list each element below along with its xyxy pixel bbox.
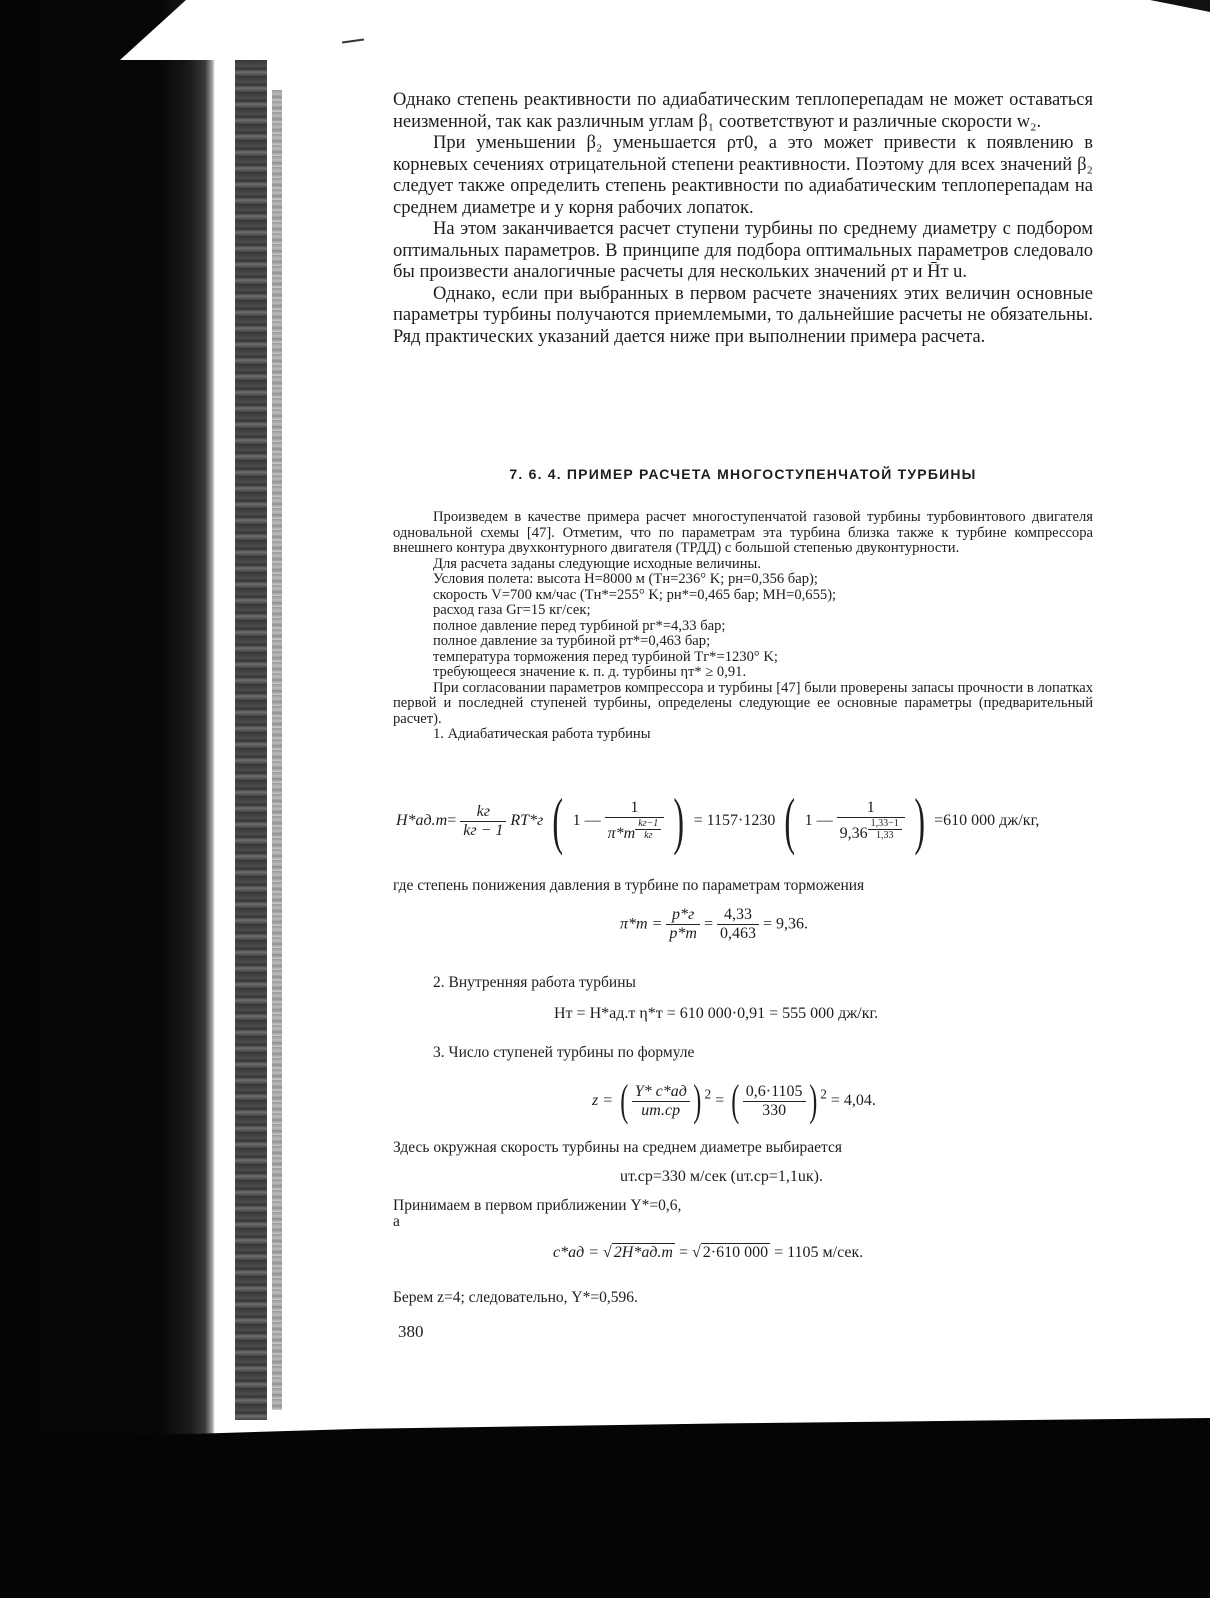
example-block: [393, 510, 1093, 743]
book-spine-edge: [272, 90, 282, 1410]
step-1-label: 1. Адиабатическая работа турбины: [433, 726, 651, 742]
given-item: Условия полета: высота H=8000 м (Tн=236° K; pн=0,356 бар);: [433, 571, 818, 587]
given-item: температура торможения перед турбиной Tг*=1230° K;: [433, 648, 778, 665]
formula-term: H*ад.т: [396, 812, 448, 829]
fraction: $\frac{4,33}{0,463}$: [717, 906, 759, 943]
given-item: скорость V=700 км/час (Tн*=255° K; pн*=0,465 бар; MH=0,655);: [433, 586, 837, 603]
formula-pressure-ratio: π*т = $\frac{p*г}{p*т}$ = $\frac{4,33}{0,463}$ = 9,36.: [620, 906, 808, 942]
paragraph-4: Однако, если при выбранных в первом расчете значениях этих величин основные параметры турбины получаются приемлемыми, то дальнейшие расчеты не обязательны. Ряд практических указаний дается ниже при выполнении примера расчета.: [393, 283, 1093, 347]
page-number: 380: [398, 1322, 424, 1341]
paragraph-1: Однако степень реактивности по адиабатическим теплоперепадам не может оставаться неизменной, так как различным углам β₁ соответствуют и различные скорости w₂.: [393, 90, 1093, 132]
accept-block: Принимаем в первом приближении Y*=0,6, а: [393, 1197, 682, 1230]
paragraph-2: При уменьшении β₂ уменьшается ρт0, а это может привести к появлению в корневых сечениях отрицательной степени реактивности. Поэтому для всех значений β₂ следует также определить степень реактивности по адиабатическим теплоперепадам на среднем диаметре и у корня рабочих лопаток.: [393, 133, 1093, 218]
given-intro: Для расчета заданы следующие исходные величины.: [433, 555, 761, 572]
fraction: 1 π*т $^{\frac{kг-1}{kг}}$: [605, 799, 665, 843]
fraction: $\frac{kг}{kг - 1}$: [460, 803, 506, 840]
given-item: расход газа Gг=15 кг/сек;: [433, 602, 591, 618]
scan-mark: [342, 38, 364, 43]
scan-bottom-border: [0, 1418, 1210, 1598]
given-item: полное давление за турбиной pт*=0,463 бар;: [433, 633, 711, 649]
formula-result: =610 000 дж/кг,: [934, 812, 1040, 829]
formula-term: RT*г: [510, 812, 544, 829]
paragraph-3: На этом заканчивается расчет ступени турбины по среднему диаметру с подбором оптимальных параметров. В принципе для подбора оптимальных параметров следовало бы произвести аналогичные расчеты для нескольких значений ρт и H̄т u.: [393, 219, 1093, 282]
step-2: 2. Внутренняя работа турбины: [433, 974, 636, 991]
where-text: где степень понижения давления в турбине по параметрам торможения: [393, 877, 865, 894]
formula-term: = 1157·1230: [693, 812, 776, 829]
body-text: [393, 90, 1093, 348]
step-3: 3. Число ступеней турбины по формуле: [433, 1044, 695, 1061]
formula-speed: uт.ср=330 м/сек (uт.ср=1,1uк).: [620, 1168, 823, 1185]
formula-internal-work: Hт = H*ад.т η*т = 610 000·0,91 = 555 000 дж/кг.: [554, 1005, 879, 1022]
example-intro: Произведем в качестве примера расчет многоступенчатой газовой турбины турбовинтового двигателя одновальной схемы [47]. Отметим, что по параметрам эта турбина близка также к турбине компрессора внешнего контура двухконтурного двигателя (ТРДД) с большой степенью двуконтурности.: [393, 509, 1093, 556]
formula-adiabatic-work: H*ад.т= $\frac{kг}{kг - 1}$ RT*г ( 1 — 1 π*т $^{\frac{kг-1}{kг}}$ ) = 1157·1230 ( 1 — 1 9,36 $^{\frac{1,33-1}{1,33}}$ ) =610 000 дж/кг,: [396, 785, 1040, 856]
fraction: $\frac{0,6\cdot 1105}{330}$: [743, 1083, 806, 1120]
final-text: Берем z=4; следовательно, Y*=0,596.: [393, 1289, 638, 1306]
scan-left-border: [0, 0, 215, 1598]
fraction: $\frac{Y* c*ад}{uт.ср}$: [632, 1083, 690, 1120]
fraction: 1 9,36 $^{\frac{1,33-1}{1,33}}$: [837, 799, 905, 843]
formula-velocity: c*ад = √ 2H*ад.т = √ 2·610 000 = 1105 м/сек.: [553, 1244, 864, 1261]
fraction: $\frac{p*г}{p*т}$: [666, 906, 700, 943]
section-heading: 7. 6. 4. ПРИМЕР РАСЧЕТА МНОГОСТУПЕНЧАТОЙ ТУРБИНЫ: [509, 466, 977, 482]
scan-corner: [1150, 0, 1210, 12]
book-spine-shadow: [235, 60, 267, 1420]
check-text: При согласовании параметров компрессора и турбины [47] были проверены запасы прочности в лопатках первой и последней ступеней турбины, определены следующие ее основные параметры (предварительный расчет).: [393, 679, 1093, 727]
formula-stage-count: z = ( $\frac{Y* c*ад}{uт.ср}$ ) $^2$ = ( $\frac{0,6\cdot 1105}{330}$ ) $^2$ = 4,04.: [592, 1076, 876, 1125]
given-item: требующееся значение к. п. д. турбины ηт* ≥ 0,91.: [433, 664, 747, 680]
here-text: Здесь окружная скорость турбины на среднем диаметре выбирается: [393, 1139, 843, 1156]
given-item: полное давление перед турбиной pг*=4,33 бар;: [433, 617, 726, 634]
